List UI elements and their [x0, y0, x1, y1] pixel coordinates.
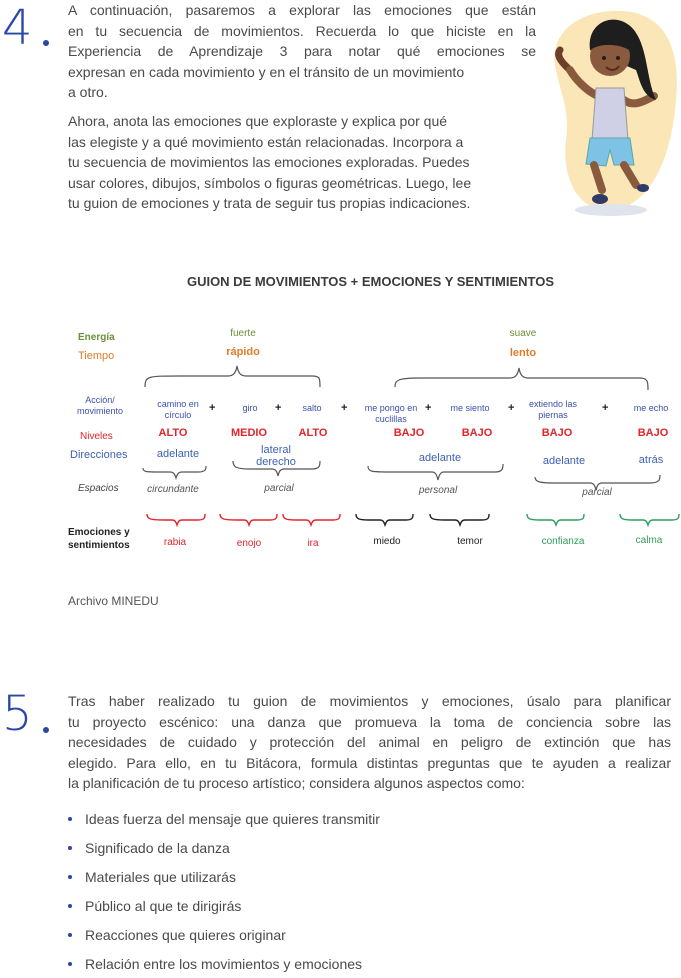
plus-sign: + [275, 402, 282, 414]
plus-sign: + [341, 402, 348, 414]
emocion-confianza: confianza [541, 536, 585, 547]
text-line: tu secuencia de movimientos las emociones exploradas. Puedes [68, 154, 470, 170]
label-emociones [68, 526, 130, 552]
label-niveles: Niveles [80, 431, 113, 442]
label-accion [64, 395, 136, 417]
list-item-text: Significado de la danza [85, 839, 230, 856]
text-line: la planificación de tu proceso artístico; considera algunos aspectos como: [68, 775, 525, 791]
direccion-adelante: adelante [418, 452, 462, 464]
emocion-enojo: enojo [236, 538, 262, 549]
label-accion-line: movimiento [76, 406, 123, 416]
list-item [68, 862, 628, 891]
chart-title: GUION DE MOVIMIENTOS + EMOCIONES Y SENTIMIENTOS [186, 274, 555, 289]
nivel-2: MEDIO [230, 427, 268, 439]
label-emociones-line: Emociones y [68, 527, 130, 538]
list-item-text: Reacciones que quieres originar [85, 926, 286, 943]
espacio-circundante: circundante [147, 484, 199, 495]
bullet-icon [68, 817, 72, 821]
emocion-ira: ira [307, 538, 319, 549]
movimiento-7: me echo [633, 403, 669, 413]
emocion-miedo: miedo [373, 536, 401, 547]
list-item [68, 920, 628, 949]
direccion-atras: atrás [638, 454, 664, 466]
text-line: tu proyecto escénico: una danza que promueva la toma de conciencia sobre las [68, 713, 671, 730]
text-line: a otro. [68, 84, 108, 100]
espacio-personal: personal [418, 485, 458, 496]
text-line: elegido. Para ello, en tu Bitácora, formula distintas preguntas que te ayuden a realizar [68, 754, 671, 771]
text-line: las elegiste y a qué movimiento están relacionadas. Incorpora a [68, 133, 464, 150]
label-direcciones: Direcciones [70, 449, 128, 461]
nivel-7: BAJO [637, 427, 669, 439]
bullet-icon [68, 933, 72, 937]
plus-sign: + [602, 402, 609, 414]
direccion-adelante: adelante [542, 455, 586, 467]
movimiento-1 [150, 399, 206, 421]
label-tiempo: Tiempo [78, 350, 115, 362]
section-number-dot [43, 727, 49, 733]
tiempo-lento: lento [509, 347, 537, 359]
direccion-adelante: adelante [156, 448, 200, 460]
text-line: Ahora, anota las emociones que exploraste y explica por qué [68, 113, 448, 129]
bullet-icon [68, 904, 72, 908]
espacio-parcial: parcial [582, 487, 612, 498]
text-line: tu guion de emociones y trata de seguir tus propias indicaciones. [68, 195, 471, 211]
list-item-text: Materiales que utilizarás [85, 868, 236, 885]
bullet-icon [68, 846, 72, 850]
energia-fuerte: fuerte [230, 328, 256, 339]
text-line: necesidades de cuidado y protección del animal en peligro de extinción que has [68, 734, 671, 750]
movimiento-4 [360, 403, 422, 425]
list-item [68, 804, 628, 833]
movimiento-2: giro [242, 403, 258, 413]
label-emociones-line: sentimientos [68, 540, 130, 551]
plus-sign: + [508, 402, 515, 414]
label-accion-line: Acción/ [85, 395, 115, 405]
text-line: A continuación, pasaremos a explorar las emociones que están [68, 2, 536, 18]
direccion-lateral-derecho [246, 444, 306, 468]
section5-paragraph [68, 691, 671, 794]
text-line: usar colores, dibujos, símbolos o figuras geométricas. Luego, lee [68, 174, 472, 191]
section-number-5: 5 [2, 686, 33, 742]
plus-sign: + [209, 402, 216, 414]
nivel-5: BAJO [461, 427, 493, 439]
direccion-line: lateral [261, 444, 291, 456]
nivel-6: BAJO [541, 427, 573, 439]
text-line: Tras haber realizado tu guion de movimientos y emociones, úsalo para planificar [68, 693, 671, 709]
movimiento-line: piernas [538, 410, 568, 420]
nivel-4: BAJO [393, 427, 425, 439]
text-line: Experiencia de Aprendizaje 3 para notar qué emociones se [68, 43, 536, 59]
energia-suave: suave [509, 328, 537, 339]
movimiento-line: extiendo las [528, 399, 578, 409]
bullet-icon [68, 875, 72, 879]
text-line: en tu secuencia de movimientos. Recuerda lo que hiciste en la [68, 22, 536, 39]
list-item [68, 833, 628, 862]
list-item-text: Público al que te dirigirás [85, 897, 242, 914]
nivel-3: ALTO [298, 427, 328, 439]
emocion-temor: temor [457, 536, 483, 547]
list-item-text: Relación entre los movimientos y emociones [85, 955, 363, 972]
nivel-1: ALTO [158, 427, 188, 439]
text-line: expresan en cada movimiento y en el tránsito de un movimiento [68, 63, 465, 80]
movimiento-line: me pongo en [364, 403, 418, 413]
tiempo-rapido: rápido [226, 346, 260, 358]
movimiento-line: camino en [157, 399, 199, 409]
bullet-icon [68, 962, 72, 966]
direccion-line: derecho [256, 456, 296, 468]
espacio-parcial: parcial [264, 483, 294, 494]
movimiento-6 [522, 399, 584, 421]
label-energia: Energía [78, 332, 115, 343]
emocion-calma: calma [635, 535, 663, 546]
image-caption: Archivo MINEDU [68, 594, 159, 608]
list-item [68, 949, 628, 978]
label-espacios: Espacios [78, 483, 119, 494]
movimiento-5: me siento [450, 403, 490, 413]
list-item [68, 891, 628, 920]
movimiento-line: círculo [164, 410, 192, 420]
section-number-4: 4 [2, 0, 33, 56]
list-item-text: Ideas fuerza del mensaje que quieres transmitir [85, 810, 380, 827]
emocion-rabia: rabia [163, 537, 187, 548]
bullet-list [68, 804, 628, 978]
movimiento-line: cuclillas [375, 414, 407, 424]
plus-sign: + [425, 402, 432, 414]
movimiento-3: salto [302, 403, 322, 413]
